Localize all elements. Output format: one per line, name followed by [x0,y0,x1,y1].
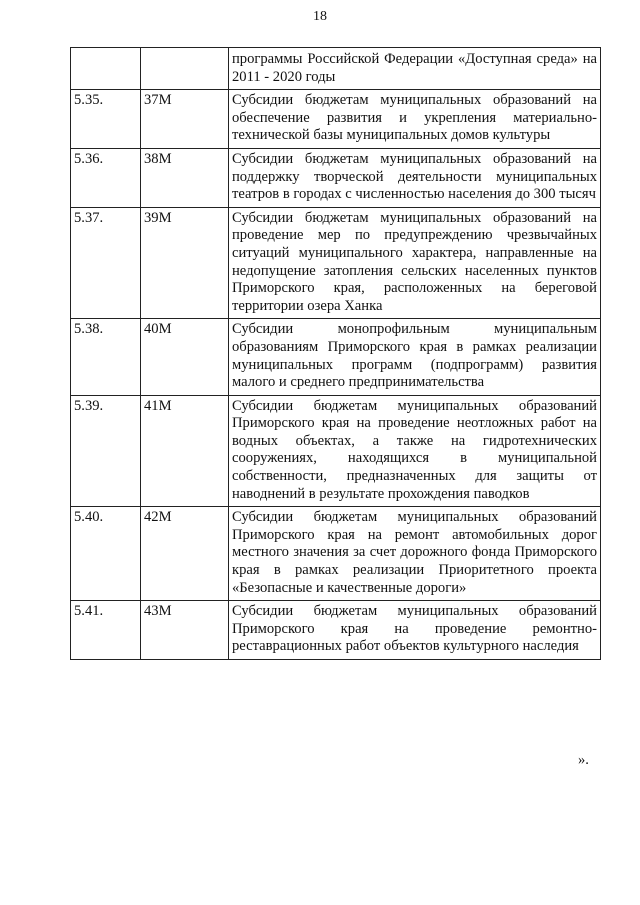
row-number: 5.35. [71,90,141,149]
row-code: 40М [141,319,229,395]
row-number: 5.39. [71,395,141,507]
row-code: 37М [141,90,229,149]
row-description: Субсидии бюджетам муниципальных образований Приморского края на проведение ремонтно-реставрационных работ объектов культурного наследия [229,601,601,660]
table-row [71,601,601,660]
row-number [71,48,141,90]
row-code: 43М [141,601,229,660]
row-description: программы Российской Федерации «Доступная среда» на 2011 - 2020 годы [229,48,601,90]
closing-quote-mark: ». [578,752,589,768]
subsidy-table [70,47,601,660]
row-code: 42М [141,507,229,601]
row-description: Субсидии бюджетам муниципальных образований Приморского края на ремонт автомобильных дорог местного значения за счет дорожного фонда Приморского края в рамках реализации Приоритетного проекта «Безопасные и качественные дороги» [229,507,601,601]
row-code: 38М [141,148,229,207]
page-number: 18 [313,9,327,24]
row-description: Субсидии бюджетам муниципальных образований Приморского края на проведение неотложных работ на водных объектах, а также на гидротехнических сооружениях, находящихся в муниципальной собственности, предназначенных для защиты от наводнений в результате прохождения паводков [229,395,601,507]
row-number: 5.37. [71,207,141,319]
row-code: 39М [141,207,229,319]
table-row [71,395,601,507]
row-code [141,48,229,90]
table-row [71,207,601,319]
row-description: Субсидии монопрофильным муниципальным образованиям Приморского края в рамках реализации муниципальных программ (подпрограмм) развития малого и среднего предпринимательства [229,319,601,395]
row-number: 5.40. [71,507,141,601]
table-row [71,90,601,149]
table-row [71,48,601,90]
row-number: 5.41. [71,601,141,660]
row-description: Субсидии бюджетам муниципальных образований на поддержку творческой деятельности муниципальных театров в городах с численностью населения до 300 тысяч [229,148,601,207]
row-description: Субсидии бюджетам муниципальных образований на обеспечение развития и укрепления материально-технической базы муниципальных домов культуры [229,90,601,149]
table-row [71,319,601,395]
row-number: 5.36. [71,148,141,207]
row-description: Субсидии бюджетам муниципальных образований на проведение мер по предупреждению чрезвычайных ситуаций муниципального характера, направленные на недопущение затопления сельских населенных пунктов Приморского края, расположенных на береговой территории озера Ханка [229,207,601,319]
table-row [71,148,601,207]
row-code: 41М [141,395,229,507]
table-row [71,507,601,601]
row-number: 5.38. [71,319,141,395]
